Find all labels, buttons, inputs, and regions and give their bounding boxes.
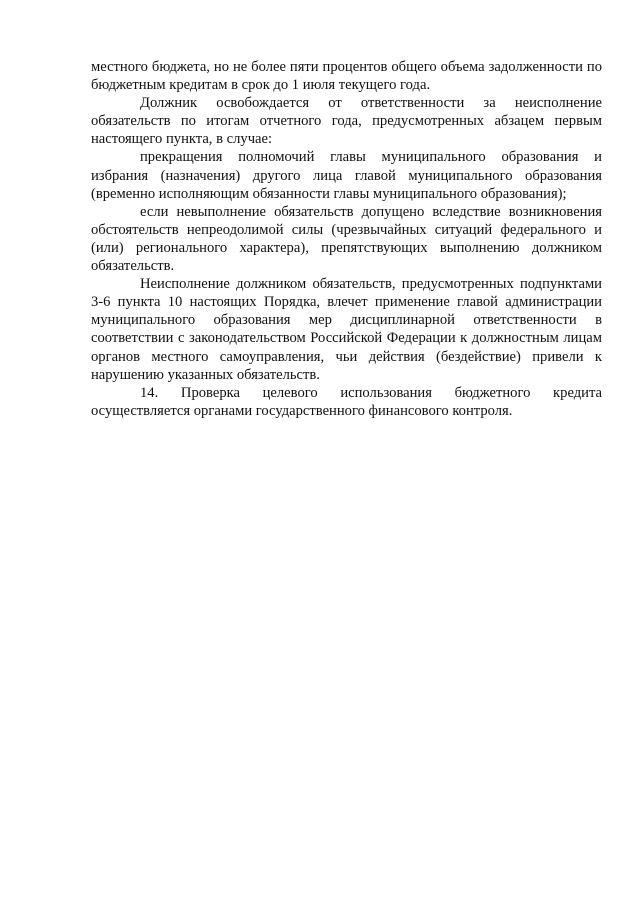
paragraph-termination-of-powers: прекращения полномочий главы муниципального образования и избрания (назначения) другого лица главой муниципального образования (временно исполняющим обязанности главы муниципального образования); (91, 149, 602, 202)
paragraph-debtor-release: Должник освобождается от ответственности за неисполнение обязательств по итогам отчетного года, предусмотренных абзацем первым настоящего пункта, в случае: (91, 95, 602, 148)
paragraph-14-control: 14. Проверка целевого использования бюджетного кредита осуществляется органами государственного финансового контроля. (91, 384, 602, 419)
document-body (91, 58, 602, 420)
paragraph-force-majeure: если невыполнение обязательств допущено вследствие возникновения обстоятельств непреодолимой силы (чрезвычайных ситуаций федерального и (или) регионального характера), препятствующих выполнению должником обязательств. (91, 203, 602, 275)
paragraph-non-fulfillment: Неисполнение должником обязательств, предусмотренных подпунктами 3-6 пункта 10 настоящих Порядка, влечет применение главой администрации муниципального образования мер дисциплинарной ответственности в соответствии с законодательством Российской Федерации к должностным лицам органов местного самоуправления, чьи действия (бездействие) привели к нарушению указанных обязательств. (91, 276, 602, 383)
paragraph-continuation: местного бюджета, но не более пяти процентов общего объема задолженности по бюджетным кредитам в срок до 1 июля текущего года. (91, 59, 602, 94)
